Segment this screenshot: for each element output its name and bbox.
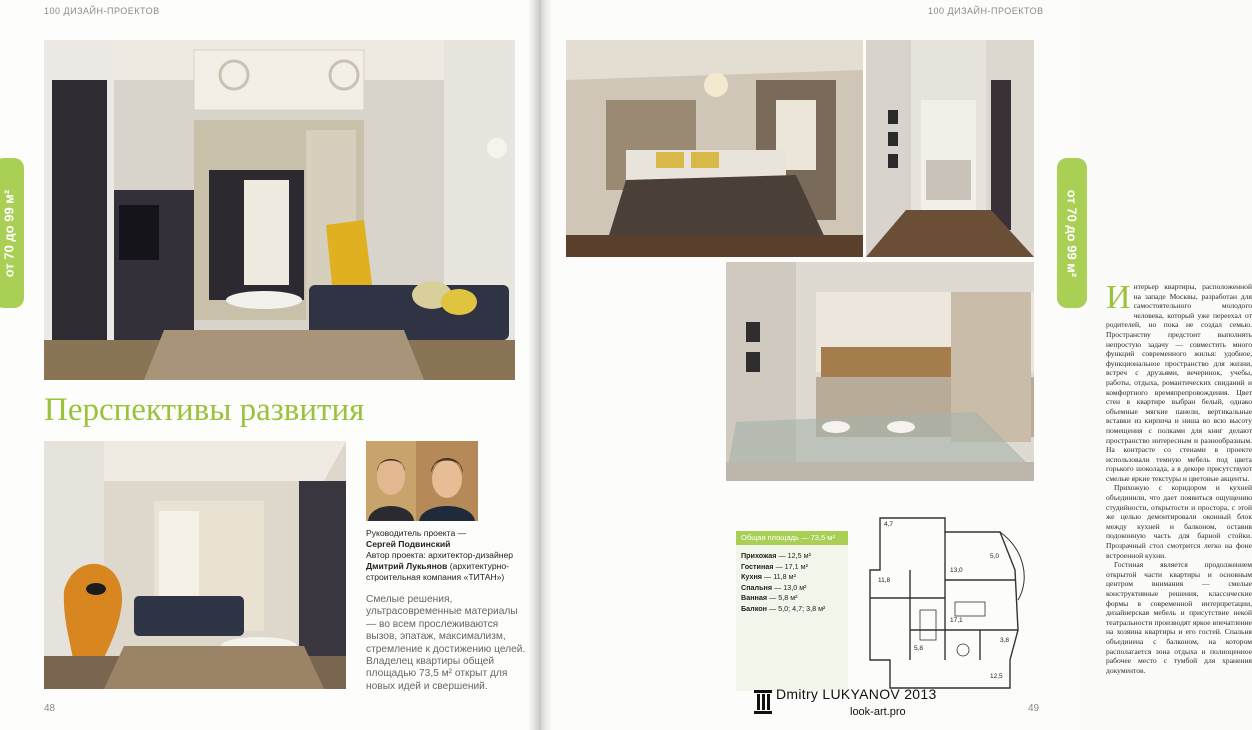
credit-author-name: Дмитрий Лукьянов (366, 561, 448, 571)
plan-label: 11,8 (878, 577, 891, 584)
side-tab-left-label: от 70 до 99 м² (1, 189, 17, 277)
credit-lead-name: Сергей Подвинский (366, 539, 451, 549)
plan-label: 3,8 (1000, 637, 1010, 644)
article-paragraph-3: Гостиная является продолжением открытой части квартиры и основным центром внимания — смелые конструктивные решения, классические формы в современной интерпретации, дизайнерская мебель и присутствие некой театральности производят яркое впечатление на хозяина квартиры и его гостей. Спальня объединена с балконом, на котором располагается зона отдыха и полноценное рабочее место с тумбой для хранения документов. (1106, 560, 1252, 675)
article-paragraph-1: нтерьер квартиры, расположенной на западе Москвы, разработан для самостоятельного молодого человека, который уже переехал от родителей, но пока не создал семью. Пространству предстоит выполнять непростую задачу — совместить много функций современного жилья: удобное, функциональное пространство для жизни, встреч с друзьями, вечеринок, учебы, работы, отдыха, романтических свиданий и комфортного времяпрепровождения. Цвет стен в квартире выбран белый, однако объемные мягкие панели, вертикальные вставки из кирпича и ниша во всю высоту помещения с полками для книг делают пространство интересным и разнообразным. На контрасте со стенами в проекте использовали темную мебель под цвета горького шоколада, а в декоре присутствуют смелые яркие текстуры и цветовые акценты. (1106, 282, 1252, 483)
spec-row: Кухня — 11,8 м² (741, 572, 796, 582)
corridor-photo (866, 40, 1034, 257)
page-number-right: 49 (1028, 703, 1040, 714)
plan-label: 5,0 (990, 553, 1000, 560)
area-specs-header: Общая площадь — 73,5 м² (736, 531, 848, 545)
spread-gutter (528, 0, 552, 730)
project-credits (366, 528, 536, 583)
living-room-photo (44, 40, 515, 380)
spec-row: Спальня — 13,0 м² (741, 582, 807, 592)
side-tab-left (0, 158, 24, 308)
plan-label: 13,0 (950, 567, 963, 574)
spec-row: Гостиная — 17,1 м² (741, 561, 808, 571)
article-drop-cap: И (1106, 279, 1131, 316)
credit-author-label: Автор проекта: архитектор-дизайнер (366, 550, 514, 560)
side-tab-right-label: от 70 до 99 м² (1064, 189, 1080, 277)
spec-row: Прихожая — 12,5 м² (741, 551, 811, 560)
floor-plan (850, 510, 1040, 700)
bedroom-photo (566, 40, 863, 257)
article-paragraph-2: Прихожую с коридором и кухней объединили, что дает появиться ощущению студийности, открытости и простора, с этой же целью демонтировали оконный блок между кухней и балконом, оставив подоконную часть для барной стойки. Прозрачный стол смотрится легко на фоне встроенной кухни. (1106, 483, 1252, 560)
portrait-lead (366, 441, 416, 521)
area-specs (736, 531, 848, 691)
watermark-site: look-art.pro (850, 706, 906, 718)
running-title-right: 100 ДИЗАЙН-ПРОЕКТОВ (928, 6, 1044, 16)
left-page (0, 0, 540, 730)
lead-paragraph: Смелые решения, ультрасовременные материалы — во всем прослеживаются вызов, эпатаж, максимализм, стремление к достижению целей. Владелец квартиры общей площадью 73,5 м² открыт для новых идей и свершений. (366, 594, 526, 692)
running-title-left: 100 ДИЗАЙН-ПРОЕКТОВ (44, 6, 160, 16)
column-logo-icon (752, 688, 774, 716)
plan-label: 17,1 (950, 617, 963, 624)
side-tab-right (1057, 158, 1087, 308)
headline: Перспективы развития (44, 392, 365, 428)
portrait-author (416, 441, 478, 521)
spec-row: Ванная — 5,8 м² (741, 593, 798, 603)
plan-label: 5,8 (914, 645, 924, 652)
plan-label: 12,5 (990, 673, 1003, 680)
page-number-left: 48 (44, 703, 56, 714)
watermark-author: Dmitry LUKYANOV 2013 (776, 686, 937, 702)
kitchen-photo (726, 262, 1034, 481)
right-page (540, 0, 1252, 730)
credit-lead-label: Руководитель проекта — (366, 528, 467, 538)
credit-author-org: (архитектурно-строительная компания «ТИТАН») (366, 561, 509, 582)
spec-row: Балкон — 5,0; 4,7; 3,8 м² (741, 603, 826, 613)
living-room-photo-2 (44, 441, 346, 689)
article-body (1106, 279, 1252, 675)
plan-label: 4,7 (884, 521, 894, 528)
